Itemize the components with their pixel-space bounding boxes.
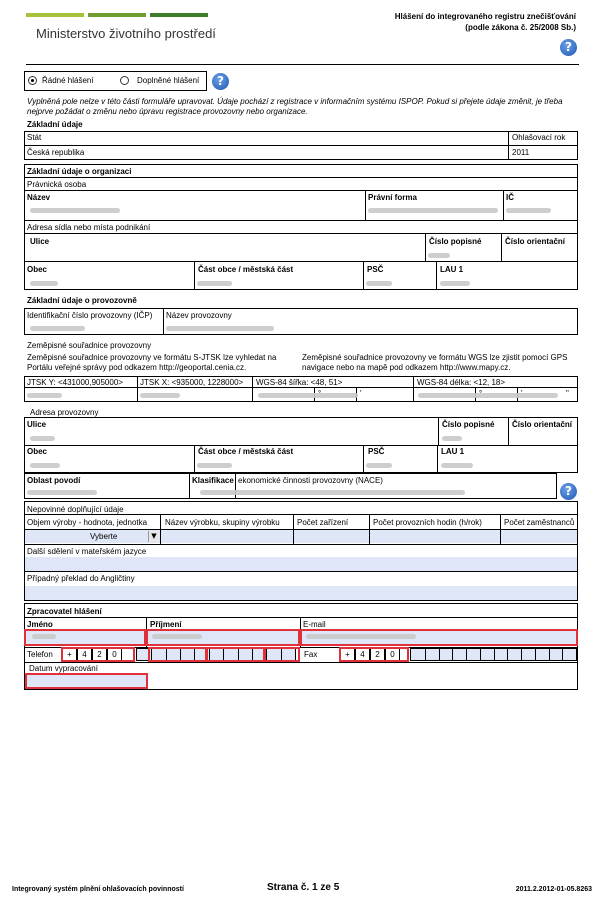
facility-street-value (30, 436, 55, 441)
facility-icp-value (30, 326, 85, 331)
facility-lau-value (441, 463, 473, 468)
facility-street-label: Ulice (27, 420, 47, 429)
chevron-down-icon: ▼ (148, 531, 159, 542)
footer-left: Integrovaný systém plnění ohlašovacích povinností (12, 886, 184, 893)
form-title: Hlášení do integrovaného registru znečišťování (394, 12, 576, 21)
date-label: Datum vypracování (29, 664, 98, 673)
hours-input[interactable] (370, 530, 500, 543)
other-info-input[interactable] (25, 557, 577, 571)
org-obec-value (30, 281, 58, 286)
digit-divider (439, 649, 440, 660)
fax-prefix-error (339, 647, 409, 662)
processor-section-title: Zpracovatel hlášení (27, 607, 102, 616)
facility-address-label: Adresa provozovny (30, 408, 99, 417)
org-name-label: Název (27, 193, 51, 202)
nace-label: ekonomické činnosti provozovny (NACE) (238, 476, 383, 485)
org-address-label: Adresa sídla nebo místa podnikání (27, 223, 151, 232)
unit-select[interactable] (82, 530, 160, 543)
translation-label: Případný překlad do Angličtiny (27, 574, 135, 583)
phone-digits-error-2 (206, 647, 265, 662)
phone-prefix-4: 0 (107, 648, 122, 661)
digit-divider (494, 649, 495, 660)
help-icon-report-type[interactable]: ? (212, 73, 229, 90)
notice-text: Vyplněná pole nelze v této části formuláře upravovat. Údaje pochází z registrace v informačním systému ISPOP. Pokud si přejete údaje změnit, je třeba nejprve požádat o změnu nebo úpravu registrace provozovny nebo organizace. (27, 97, 563, 116)
stat-label: Stát (27, 133, 42, 142)
org-lau-value (440, 281, 470, 286)
fax-digits[interactable] (410, 648, 577, 661)
facility-cp-label: Číslo popisné (442, 420, 495, 429)
phone-prefix-3: 2 (92, 648, 107, 661)
facility-section-title: Základní údaje o provozovně (27, 296, 137, 305)
jtsk-x-value (140, 393, 180, 398)
facility-cast-value (197, 463, 232, 468)
facility-lau-label: LAU 1 (441, 447, 465, 456)
coords-title: Zeměpisné souřadnice provozovny (27, 341, 152, 350)
phone-prefix-1: + (62, 648, 77, 661)
digit-divider (521, 649, 522, 660)
unit-select-value: Vyberte (90, 532, 118, 541)
logo-stripe-3 (150, 13, 208, 17)
optional-col4: Počet provozních hodin (h/rok) (373, 518, 482, 527)
coords-sjtsk-text: Zeměpisné souřadnice provozovny ve formátu S-JTSK lze vyhledat na Portálu veřejné správy pod odkazem http://geoportal.cenia.cz. (27, 353, 277, 372)
jtsk-x-label: JTSK X: <935000, 1228000> (140, 378, 244, 387)
jtsk-y-value (27, 393, 62, 398)
surname-label: Příjmení (150, 620, 182, 629)
product-name-input[interactable] (161, 530, 293, 543)
klas-label: Klasifikace (192, 476, 234, 485)
digit-divider (507, 649, 508, 660)
org-cp-label: Číslo popisné (429, 237, 482, 246)
optional-col2: Název výrobku, skupiny výrobku (165, 518, 280, 527)
year-label: Ohlašovací rok (512, 133, 566, 142)
volume-input[interactable] (25, 530, 82, 543)
org-cast-value (197, 281, 232, 286)
radio-regular-label: Řádné hlášení (42, 76, 94, 85)
translation-input[interactable] (25, 586, 577, 600)
radio-supplementary[interactable] (120, 76, 129, 85)
date-input-error (25, 673, 148, 689)
optional-section-title: Nepovinné doplňující údaje (27, 505, 124, 514)
optional-col1: Objem výroby - hodnota, jednotka (27, 518, 148, 527)
digit-divider (535, 649, 536, 660)
jtsk-y-label: JTSK Y: <431000,905000> (27, 378, 123, 387)
facility-name-label: Název provozovny (166, 311, 232, 320)
basic-section-title: Základní údaje (27, 120, 83, 129)
radio-supplementary-label: Doplněné hlášení (137, 76, 200, 85)
lon-sec-symbol: " (566, 389, 569, 398)
facility-cast-label: Část obce / městská část (198, 447, 294, 456)
digit-divider (549, 649, 550, 660)
facility-obec-label: Obec (27, 447, 48, 456)
stat-value: Česká republika (27, 148, 85, 157)
lon-values (418, 393, 558, 398)
area-value (27, 490, 97, 495)
facility-obec-value (30, 463, 60, 468)
phone-label: Telefon (27, 650, 53, 659)
footer-page: Strana č. 1 ze 5 (267, 882, 340, 893)
year-value: 2011 (512, 148, 530, 157)
org-psc-label: PSČ (367, 265, 384, 274)
org-cp-value (428, 253, 450, 258)
fax-prefix-1: + (340, 648, 355, 661)
facility-co-label: Číslo orientační (512, 420, 573, 429)
org-co-label: Číslo orientační (505, 237, 566, 246)
org-cast-label: Část obce / městská část (198, 265, 294, 274)
org-ic-label: IČ (506, 193, 514, 202)
org-section-title: Základní údaje o organizaci (27, 167, 132, 176)
wgs-lon-label: WGS-84 délka: <12, 18> (417, 378, 506, 387)
phone-digits-error-1 (148, 647, 207, 662)
digit-divider (452, 649, 453, 660)
lat-min-symbol: ' (360, 389, 362, 398)
coords-wgs-text: Zeměpisné souřadnice provozovny ve formátu WGS lze zjistit pomocí GPS navigace nebo na mapě pod odkazem http://www.mapy.cz. (302, 353, 568, 372)
fax-label: Fax (304, 650, 318, 659)
facility-psc-value (366, 463, 392, 468)
area-label: Oblast povodí (27, 476, 81, 485)
digit-divider (466, 649, 467, 660)
device-count-input[interactable] (294, 530, 369, 543)
digit-divider (480, 649, 481, 660)
fax-prefix-4: 0 (385, 648, 400, 661)
digit-divider (562, 649, 563, 660)
radio-regular[interactable] (28, 76, 37, 85)
phone-prefix-error (61, 647, 135, 662)
logo-stripe-1 (26, 13, 84, 17)
facility-name-value (166, 326, 274, 331)
optional-col5: Počet zaměstnanců (504, 518, 575, 527)
ministry-logo-bar (26, 13, 208, 17)
phone-digits-error-3 (264, 647, 300, 662)
fax-prefix-2: 4 (355, 648, 370, 661)
lat-values (258, 393, 358, 398)
header-divider (26, 64, 579, 65)
facility-icp-label: Identifikační číslo provozovny (IČP) (27, 311, 153, 320)
org-legal-form-label: Právní forma (368, 193, 417, 202)
ministry-name: Ministerstvo životního prostředí (36, 26, 216, 41)
form-subtitle: (podle zákona č. 25/2008 Sb.) (465, 23, 576, 32)
org-ic-value (506, 208, 551, 213)
facility-psc-label: PSČ (368, 447, 385, 456)
org-name-value (30, 208, 120, 213)
name-label: Jméno (27, 620, 53, 629)
footer-version: 2011.2.2012-01-05.8263 (515, 886, 592, 893)
logo-stripe-2 (88, 13, 146, 17)
org-street-label: Ulice (30, 237, 50, 246)
org-obec-label: Obec (27, 265, 48, 274)
org-lau-label: LAU 1 (440, 265, 464, 274)
phone-prefix-2: 4 (77, 648, 92, 661)
help-icon[interactable]: ? (560, 39, 577, 56)
email-label: E-mail (303, 620, 326, 629)
org-legal-person: Právnická osoba (27, 180, 87, 189)
org-psc-value (366, 281, 392, 286)
help-icon-nace[interactable]: ? (560, 483, 577, 500)
optional-col3: Počet zařízení (297, 518, 349, 527)
org-legal-form-value (368, 208, 498, 213)
employees-input[interactable] (501, 530, 577, 543)
facility-cp-value (442, 436, 462, 441)
nace-value (200, 490, 465, 495)
wgs-lat-label: WGS-84 šířka: <48, 51> (256, 378, 343, 387)
other-info-label: Další sdělení v mateřském jazyce (27, 547, 147, 556)
fax-prefix-3: 2 (370, 648, 385, 661)
digit-divider (425, 649, 426, 660)
